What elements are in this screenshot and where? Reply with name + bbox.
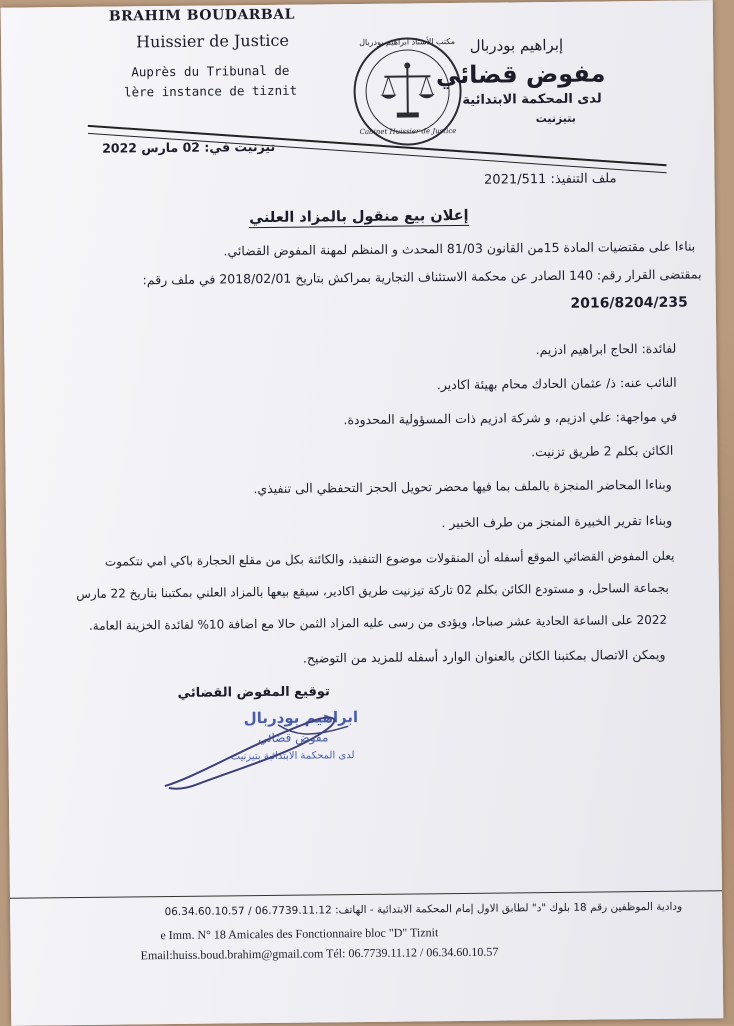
- huissier-name-arabic: إبراهيم بودربال: [470, 36, 564, 55]
- court-arabic: لدى المحكمة الابتدائية: [462, 91, 601, 107]
- court-line-1: Auprès du Tribunal de: [105, 60, 315, 82]
- paragraph-announcement-3: 2022 على الساعة الحادية عشر صباحا، ويؤدى من رسى عليه المزاد الثمن حالا مع اضافة 10% لفائدة الخزينة العامة.: [89, 613, 667, 633]
- signature-label: توقيع المفوض القضائي: [178, 684, 330, 701]
- paragraph-address: الكائن بكلم 2 طريق تزنيت.: [531, 443, 673, 459]
- document-page: [1, 0, 724, 1025]
- office-seal: [353, 37, 462, 146]
- heading-text: إعلان بيع منقول بالمزاد العلني: [249, 208, 469, 228]
- footer-divider: [10, 890, 722, 898]
- huissier-name: BRAHIM BOUDARBAL: [109, 7, 295, 25]
- paragraph-representative: النائب عنه: ذ/ عثمان الحادك محام بهيئة اكادير.: [437, 375, 677, 393]
- paragraph-expert-report: وبناءا تقرير الخبيرة المنجز من طرف الخبير .: [441, 513, 672, 530]
- city-arabic: بتيزنيت: [536, 112, 576, 125]
- paragraph-opponent: في مواجهة: علي ادزيم، و شركة ادزيم ذات المسؤولية المحدودة.: [343, 409, 677, 427]
- stamp-title: مفوض قضائي: [258, 730, 328, 745]
- paragraph-decision: بمقتضى القرار رقم: 140 الصادر عن محكمة الاستئناف التجارية بمراكش بتاريخ 2018/02/01 في ملف رقم:: [143, 266, 702, 287]
- decision-file-number: 2016/8204/235: [570, 295, 688, 312]
- seal-latin-text: Cabinet Huissier de Justice: [356, 127, 460, 136]
- huissier-title-arabic: مفوض قضائي: [436, 59, 606, 89]
- paragraph-announcement-1: يعلن المفوض القضائي الموقع أسفله أن المنقولات موضوع التنفيذ، والكائنة بكل من مقلع الحجارة باكي امي نتكموت: [105, 549, 675, 569]
- document-heading: [3, 205, 715, 228]
- stamp-name: ابراهيم بودربال: [244, 708, 359, 727]
- court-info: [105, 60, 315, 102]
- seal-arabic-text: مكتب الأستاذ ابراهيم بودربال: [355, 37, 459, 47]
- paragraph-beneficiary: لفائدة: الحاج ابراهيم ادزيم.: [535, 341, 676, 357]
- paragraph-legal-basis: بناءا على مقتضيات المادة 15من القانون 81/03 المحدث و المنظم لمهنة المفوض القضائي.: [223, 238, 695, 258]
- paragraph-announcement-2: بجماعة الساحل، و مستودع الكائن بكلم 02 تاركة تيزنيت طريق اكادير، سيقع بيعها بالمزاد العلني بمكتبنا بتاريخ 22 مارس: [76, 581, 669, 601]
- official-stamp: [158, 704, 359, 796]
- footer-address-french: e Imm. N° 18 Amicales des Fonctionnaire bloc "D" Tiznit: [160, 925, 438, 943]
- footer-address-arabic: ودادية الموظفين رقم 18 بلوك "د" لطابق الاول إمام المحكمة الابتدائية - الهاتف: 06.7739.11.12 / 06.34.60.10.57: [164, 901, 682, 918]
- document-date: تيزنيت في: 02 مارس 2022: [102, 139, 275, 156]
- footer-contact: Email:huiss.boud.brahim@gmail.com Tél: 06.7739.11.12 / 06.34.60.10.57: [141, 945, 499, 964]
- execution-file-number: ملف التنفيذ: 2021/511: [484, 171, 617, 187]
- paragraph-contact: ويمكن الاتصال بمكتبنا الكائن بالعنوان الوارد أسفله للمزيد من التوضيح.: [303, 647, 666, 666]
- huissier-title: Huissier de Justice: [136, 31, 289, 52]
- paragraph-reports: وبناءا المحاضر المنجزة بالملف بما فيها محضر تحويل الحجز التحفظي الى تنفيذي.: [253, 477, 671, 496]
- court-line-2: lère instance de tiznit: [105, 80, 315, 102]
- stamp-court: لدى المحكمة الابتدائية بتيزنيت: [231, 750, 355, 762]
- handwritten-signature-icon: [158, 704, 359, 796]
